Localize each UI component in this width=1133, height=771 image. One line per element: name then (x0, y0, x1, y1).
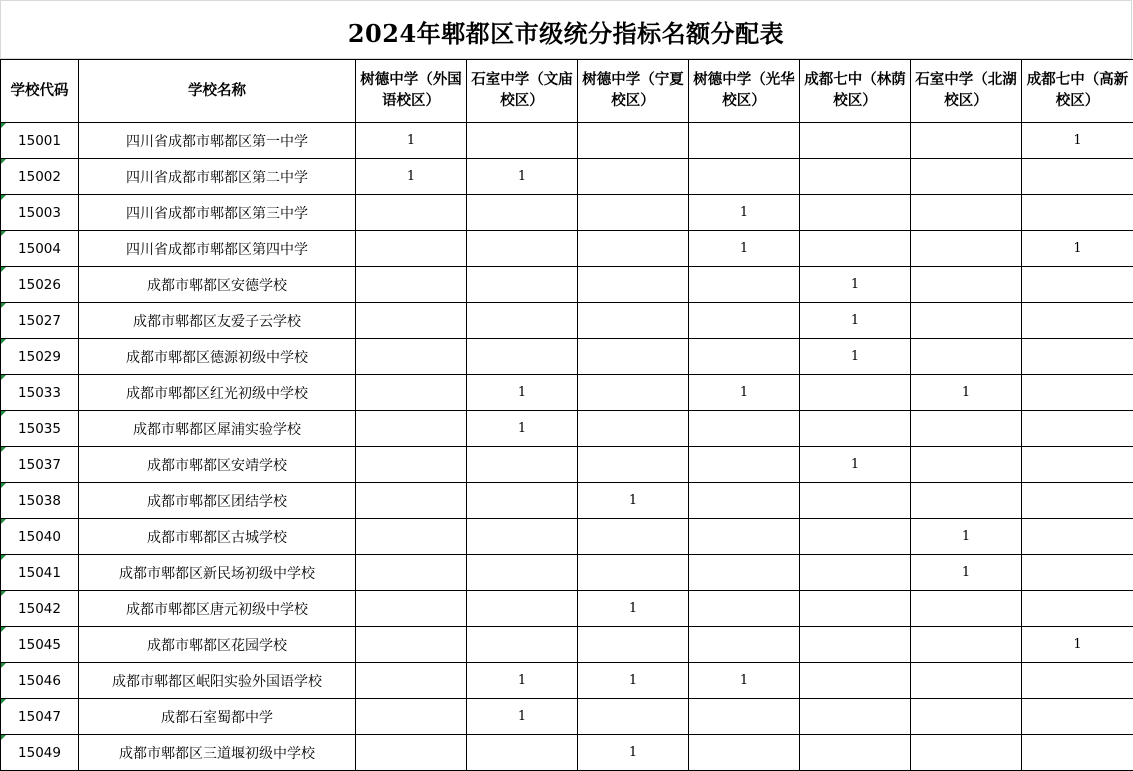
quota-cell-campus-2[interactable] (467, 627, 578, 663)
school-code-cell[interactable]: 15029 (1, 339, 79, 375)
quota-cell-campus-7[interactable]: 1 (1022, 123, 1133, 159)
quota-cell-campus-2[interactable]: 1 (467, 375, 578, 411)
quota-cell-campus-7[interactable]: 1 (1022, 231, 1133, 267)
quota-cell-campus-4[interactable]: 1 (689, 231, 800, 267)
quota-cell-campus-3[interactable] (578, 627, 689, 663)
school-name-cell[interactable]: 成都市郫都区犀浦实验学校 (79, 411, 356, 447)
quota-cell-campus-5[interactable]: 1 (800, 303, 911, 339)
quota-cell-campus-1[interactable] (356, 339, 467, 375)
quota-cell-campus-6[interactable] (911, 411, 1022, 447)
header-campus-5[interactable]: 成都七中（林荫校区） (800, 60, 911, 123)
quota-cell-campus-5[interactable] (800, 591, 911, 627)
header-campus-3[interactable]: 树德中学（宁夏校区） (578, 60, 689, 123)
quota-cell-campus-2[interactable]: 1 (467, 663, 578, 699)
quota-cell-campus-6[interactable]: 1 (911, 375, 1022, 411)
quota-cell-campus-3[interactable]: 1 (578, 483, 689, 519)
quota-cell-campus-7[interactable] (1022, 483, 1133, 519)
quota-cell-campus-4[interactable] (689, 303, 800, 339)
quota-cell-campus-2[interactable]: 1 (467, 159, 578, 195)
table-row (1, 663, 1133, 699)
quota-cell-campus-3[interactable] (578, 519, 689, 555)
quota-cell-campus-6[interactable] (911, 231, 1022, 267)
quota-cell-campus-3[interactable] (578, 267, 689, 303)
quota-cell-campus-7[interactable] (1022, 699, 1133, 735)
quota-cell-campus-2[interactable]: 1 (467, 411, 578, 447)
table-row (1, 339, 1133, 375)
table-row (1, 699, 1133, 735)
quota-cell-campus-4[interactable] (689, 411, 800, 447)
quota-cell-campus-4[interactable] (689, 159, 800, 195)
quota-cell-campus-2[interactable] (467, 519, 578, 555)
quota-cell-campus-1[interactable] (356, 663, 467, 699)
school-name-cell[interactable]: 成都市郫都区新民场初级中学校 (79, 555, 356, 591)
quota-cell-campus-3[interactable]: 1 (578, 591, 689, 627)
quota-cell-campus-3[interactable] (578, 339, 689, 375)
quota-cell-campus-4[interactable]: 1 (689, 195, 800, 231)
quota-cell-campus-6[interactable] (911, 447, 1022, 483)
quota-cell-campus-5[interactable] (800, 411, 911, 447)
quota-cell-campus-5[interactable] (800, 555, 911, 591)
quota-cell-campus-2[interactable] (467, 339, 578, 375)
school-name-cell[interactable]: 成都市郫都区安靖学校 (79, 447, 356, 483)
quota-cell-campus-1[interactable] (356, 699, 467, 735)
quota-cell-campus-5[interactable] (800, 483, 911, 519)
quota-cell-campus-6[interactable] (911, 483, 1022, 519)
quota-cell-campus-1[interactable] (356, 195, 467, 231)
school-code-cell[interactable]: 15042 (1, 591, 79, 627)
table-row (1, 195, 1133, 231)
school-name-cell[interactable]: 成都市郫都区古城学校 (79, 519, 356, 555)
school-name-cell[interactable]: 成都市郫都区三道堰初级中学校 (79, 735, 356, 771)
header-campus-6[interactable]: 石室中学（北湖校区） (911, 60, 1022, 123)
school-code-cell[interactable]: 15033 (1, 375, 79, 411)
quota-cell-campus-2[interactable] (467, 303, 578, 339)
quota-cell-campus-5[interactable] (800, 231, 911, 267)
quota-cell-campus-3[interactable] (578, 447, 689, 483)
header-school-code[interactable]: 学校代码 (1, 60, 79, 123)
quota-cell-campus-1[interactable] (356, 267, 467, 303)
quota-cell-campus-5[interactable]: 1 (800, 447, 911, 483)
quota-cell-campus-6[interactable] (911, 267, 1022, 303)
quota-cell-campus-4[interactable] (689, 123, 800, 159)
quota-cell-campus-7[interactable] (1022, 555, 1133, 591)
quota-cell-campus-4[interactable]: 1 (689, 375, 800, 411)
quota-cell-campus-5[interactable] (800, 519, 911, 555)
school-name-cell[interactable]: 四川省成都市郫都区第一中学 (79, 123, 356, 159)
school-code-cell[interactable]: 15003 (1, 195, 79, 231)
quota-cell-campus-1[interactable]: 1 (356, 159, 467, 195)
header-campus-4[interactable]: 树德中学（光华校区） (689, 60, 800, 123)
quota-cell-campus-4[interactable] (689, 699, 800, 735)
header-campus-1[interactable]: 树德中学（外国语校区） (356, 60, 467, 123)
quota-cell-campus-1[interactable] (356, 627, 467, 663)
quota-cell-campus-3[interactable] (578, 231, 689, 267)
school-code-cell[interactable]: 15027 (1, 303, 79, 339)
quota-cell-campus-7[interactable] (1022, 447, 1133, 483)
school-name-cell[interactable]: 成都石室蜀都中学 (79, 699, 356, 735)
quota-cell-campus-3[interactable] (578, 375, 689, 411)
quota-cell-campus-5[interactable] (800, 159, 911, 195)
quota-cell-campus-7[interactable] (1022, 339, 1133, 375)
school-name-cell[interactable]: 成都市郫都区花园学校 (79, 627, 356, 663)
table-row (1, 123, 1133, 159)
quota-cell-campus-4[interactable]: 1 (689, 663, 800, 699)
quota-cell-campus-2[interactable] (467, 123, 578, 159)
quota-cell-campus-2[interactable] (467, 195, 578, 231)
quota-cell-campus-3[interactable] (578, 411, 689, 447)
table-row (1, 519, 1133, 555)
quota-cell-campus-4[interactable] (689, 483, 800, 519)
school-name-cell[interactable]: 四川省成都市郫都区第四中学 (79, 231, 356, 267)
quota-cell-campus-6[interactable] (911, 591, 1022, 627)
quota-cell-campus-3[interactable] (578, 303, 689, 339)
quota-cell-campus-5[interactable] (800, 627, 911, 663)
quota-cell-campus-1[interactable] (356, 303, 467, 339)
quota-cell-campus-7[interactable] (1022, 519, 1133, 555)
quota-cell-campus-7[interactable] (1022, 195, 1133, 231)
school-name-cell[interactable]: 成都市郫都区红光初级中学校 (79, 375, 356, 411)
school-code-cell[interactable]: 15002 (1, 159, 79, 195)
quota-cell-campus-1[interactable] (356, 231, 467, 267)
quota-cell-campus-2[interactable] (467, 591, 578, 627)
quota-cell-campus-2[interactable] (467, 447, 578, 483)
quota-cell-campus-7[interactable] (1022, 159, 1133, 195)
quota-cell-campus-7[interactable] (1022, 663, 1133, 699)
quota-cell-campus-7[interactable] (1022, 375, 1133, 411)
school-code-cell[interactable]: 15026 (1, 267, 79, 303)
quota-cell-campus-6[interactable] (911, 123, 1022, 159)
school-code-cell[interactable]: 15004 (1, 231, 79, 267)
school-name-cell[interactable]: 成都市郫都区安德学校 (79, 267, 356, 303)
school-name-cell[interactable]: 成都市郫都区团结学校 (79, 483, 356, 519)
school-code-cell[interactable]: 15037 (1, 447, 79, 483)
quota-cell-campus-3[interactable] (578, 123, 689, 159)
quota-cell-campus-6[interactable] (911, 339, 1022, 375)
quota-cell-campus-1[interactable] (356, 735, 467, 771)
table-row (1, 303, 1133, 339)
school-code-cell[interactable]: 15035 (1, 411, 79, 447)
quota-cell-campus-4[interactable] (689, 735, 800, 771)
table-row (1, 591, 1133, 627)
quota-cell-campus-3[interactable]: 1 (578, 663, 689, 699)
page-title: 2024年郫都区市级统分指标名额分配表 (348, 10, 784, 49)
quota-cell-campus-5[interactable]: 1 (800, 267, 911, 303)
quota-cell-campus-4[interactable] (689, 267, 800, 303)
quota-cell-campus-2[interactable] (467, 231, 578, 267)
quota-cell-campus-5[interactable] (800, 699, 911, 735)
quota-cell-campus-4[interactable] (689, 339, 800, 375)
quota-cell-campus-3[interactable] (578, 195, 689, 231)
school-code-cell[interactable]: 15045 (1, 627, 79, 663)
school-code-cell[interactable]: 15046 (1, 663, 79, 699)
school-code-cell[interactable]: 15047 (1, 699, 79, 735)
quota-cell-campus-2[interactable]: 1 (467, 699, 578, 735)
quota-cell-campus-2[interactable] (467, 555, 578, 591)
quota-cell-campus-5[interactable] (800, 663, 911, 699)
quota-cell-campus-6[interactable] (911, 627, 1022, 663)
table-row (1, 555, 1133, 591)
quota-cell-campus-3[interactable]: 1 (578, 735, 689, 771)
school-code-cell[interactable]: 15040 (1, 519, 79, 555)
quota-cell-campus-7[interactable] (1022, 303, 1133, 339)
school-name-cell[interactable]: 成都市郫都区岷阳实验外国语学校 (79, 663, 356, 699)
quota-cell-campus-7[interactable] (1022, 591, 1133, 627)
quota-cell-campus-6[interactable] (911, 699, 1022, 735)
quota-cell-campus-5[interactable] (800, 375, 911, 411)
quota-cell-campus-1[interactable] (356, 591, 467, 627)
quota-cell-campus-1[interactable] (356, 375, 467, 411)
quota-cell-campus-6[interactable] (911, 735, 1022, 771)
school-code-cell[interactable]: 15038 (1, 483, 79, 519)
quota-cell-campus-2[interactable] (467, 483, 578, 519)
header-row (1, 60, 1133, 123)
header-campus-2[interactable]: 石室中学（文庙校区） (467, 60, 578, 123)
quota-cell-campus-6[interactable] (911, 663, 1022, 699)
quota-cell-campus-2[interactable] (467, 267, 578, 303)
school-name-cell[interactable]: 成都市郫都区友爱子云学校 (79, 303, 356, 339)
table-row (1, 447, 1133, 483)
quota-cell-campus-7[interactable] (1022, 267, 1133, 303)
quota-cell-campus-4[interactable] (689, 591, 800, 627)
header-campus-7[interactable]: 成都七中（高新校区） (1022, 60, 1133, 123)
table-row (1, 267, 1133, 303)
quota-cell-campus-1[interactable] (356, 519, 467, 555)
table-row (1, 411, 1133, 447)
school-name-cell[interactable]: 四川省成都市郫都区第三中学 (79, 195, 356, 231)
allocation-table (0, 59, 1133, 771)
header-school-name[interactable]: 学校名称 (79, 60, 356, 123)
quota-cell-campus-1[interactable]: 1 (356, 123, 467, 159)
quota-cell-campus-3[interactable] (578, 699, 689, 735)
school-name-cell[interactable]: 四川省成都市郫都区第二中学 (79, 159, 356, 195)
table-row (1, 627, 1133, 663)
quota-cell-campus-4[interactable] (689, 627, 800, 663)
quota-cell-campus-7[interactable] (1022, 411, 1133, 447)
quota-cell-campus-6[interactable]: 1 (911, 555, 1022, 591)
school-name-cell[interactable]: 成都市郫都区唐元初级中学校 (79, 591, 356, 627)
quota-cell-campus-5[interactable] (800, 735, 911, 771)
quota-cell-campus-1[interactable] (356, 411, 467, 447)
table-row (1, 483, 1133, 519)
quota-cell-campus-6[interactable]: 1 (911, 519, 1022, 555)
quota-cell-campus-6[interactable] (911, 159, 1022, 195)
quota-cell-campus-4[interactable] (689, 519, 800, 555)
quota-cell-campus-6[interactable] (911, 195, 1022, 231)
table-row (1, 159, 1133, 195)
quota-cell-campus-5[interactable]: 1 (800, 339, 911, 375)
quota-cell-campus-3[interactable] (578, 159, 689, 195)
quota-cell-campus-1[interactable] (356, 555, 467, 591)
table-body (1, 123, 1133, 771)
table-row (1, 231, 1133, 267)
quota-cell-campus-5[interactable] (800, 195, 911, 231)
school-name-cell[interactable]: 成都市郫都区德源初级中学校 (79, 339, 356, 375)
quota-cell-campus-4[interactable] (689, 555, 800, 591)
quota-cell-campus-6[interactable] (911, 303, 1022, 339)
quota-cell-campus-5[interactable] (800, 123, 911, 159)
quota-cell-campus-7[interactable] (1022, 735, 1133, 771)
school-code-cell[interactable]: 15041 (1, 555, 79, 591)
quota-cell-campus-7[interactable]: 1 (1022, 627, 1133, 663)
sheet-title-cell[interactable] (0, 0, 1132, 59)
table-row (1, 735, 1133, 771)
quota-cell-campus-1[interactable] (356, 483, 467, 519)
school-code-cell[interactable]: 15001 (1, 123, 79, 159)
school-code-cell[interactable]: 15049 (1, 735, 79, 771)
quota-cell-campus-1[interactable] (356, 447, 467, 483)
quota-cell-campus-2[interactable] (467, 735, 578, 771)
table-row (1, 375, 1133, 411)
quota-cell-campus-4[interactable] (689, 447, 800, 483)
quota-cell-campus-3[interactable] (578, 555, 689, 591)
